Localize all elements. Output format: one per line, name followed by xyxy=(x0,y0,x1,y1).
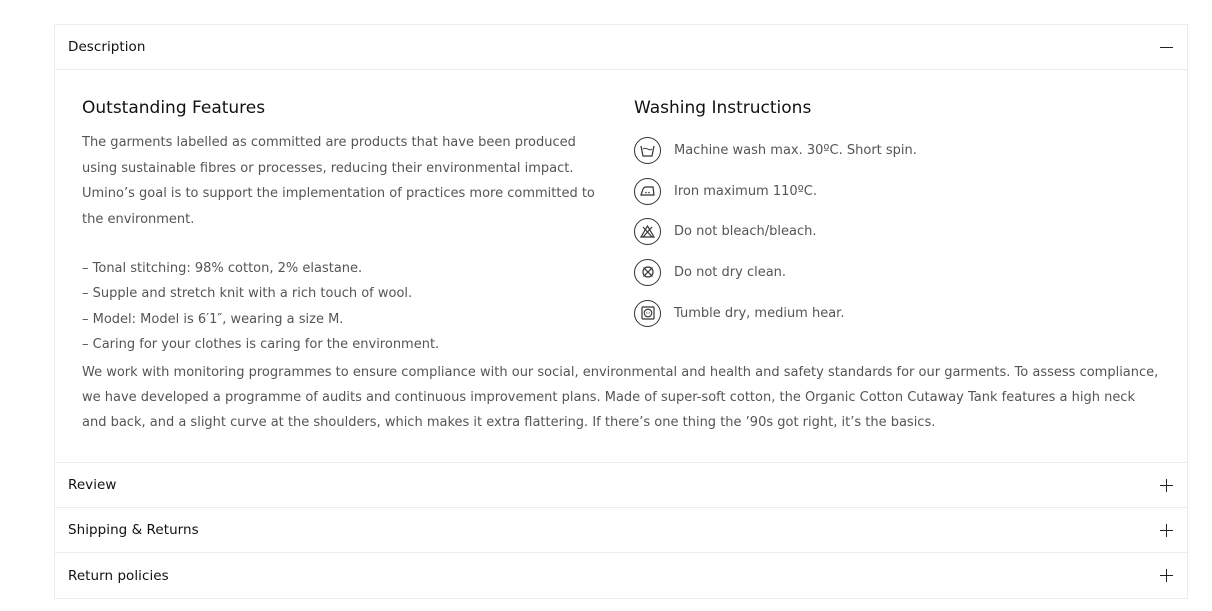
wash-item xyxy=(634,130,1154,171)
wash-text: Do not dry clean. xyxy=(674,264,787,280)
review-title: Review xyxy=(68,477,117,493)
outstanding-features xyxy=(82,97,612,357)
plus-icon[interactable] xyxy=(1160,569,1173,582)
feature-list xyxy=(82,256,612,357)
plus-icon[interactable] xyxy=(1160,524,1173,537)
wash-text: Iron maximum 110ºC. xyxy=(674,183,817,199)
wash-item xyxy=(634,293,1154,334)
feature-item: – Model: Model is 6′1″, wearing a size M. xyxy=(82,311,344,327)
washing-instructions-heading: Washing Instructions xyxy=(634,98,812,118)
wash-item xyxy=(634,252,1154,293)
description-long-text: We work with monitoring programmes to ensure compliance with our social, environmental and health and safety standards for our garments. To assess compliance, we have developed a programme of audits and continuous improvement plans. Made of super-soft cotton, the Organic Cotton Cutaway Tank features a high neck and back, and a slight curve at the shoulders, which makes it extra flattering. If there’s one thing the ’90s got right, it’s the basics. xyxy=(82,365,1159,430)
product-details-accordion xyxy=(54,24,1188,599)
return-policies-header[interactable] xyxy=(55,553,1187,598)
review-header[interactable] xyxy=(55,463,1187,508)
feature-item: – Supple and stretch knit with a rich touch of wool. xyxy=(82,286,413,302)
do-not-dry-clean-icon xyxy=(634,259,661,286)
description-header[interactable] xyxy=(55,25,1187,70)
iron-icon xyxy=(634,178,661,205)
wash-text: Tumble dry, medium hear. xyxy=(674,305,845,321)
description-panel xyxy=(55,70,1187,463)
wash-text: Machine wash max. 30ºC. Short spin. xyxy=(674,142,917,158)
wash-item xyxy=(634,171,1154,212)
description-title: Description xyxy=(68,39,146,55)
do-not-bleach-icon xyxy=(634,218,661,245)
outstanding-features-heading: Outstanding Features xyxy=(82,98,266,118)
plus-icon[interactable] xyxy=(1160,479,1173,492)
wash-item xyxy=(634,211,1154,252)
shipping-returns-header[interactable] xyxy=(55,508,1187,553)
wash-text: Do not bleach/bleach. xyxy=(674,224,817,240)
minus-icon[interactable] xyxy=(1160,41,1173,54)
shipping-returns-title: Shipping & Returns xyxy=(68,522,199,538)
feature-item: – Caring for your clothes is caring for the environment. xyxy=(82,336,440,352)
features-intro: The garments labelled as committed are products that have been produced using sustainable fibres or processes, reducing their environmental impact. Umino’s goal is to support the implementation of practices more committed to the environment. xyxy=(82,135,595,227)
tumble-dry-icon xyxy=(634,300,661,327)
washing-instructions xyxy=(634,97,1154,333)
machine-wash-icon xyxy=(634,137,661,164)
washing-list xyxy=(634,130,1154,333)
return-policies-title: Return policies xyxy=(68,567,169,584)
feature-item: – Tonal stitching: 98% cotton, 2% elastane. xyxy=(82,261,363,276)
